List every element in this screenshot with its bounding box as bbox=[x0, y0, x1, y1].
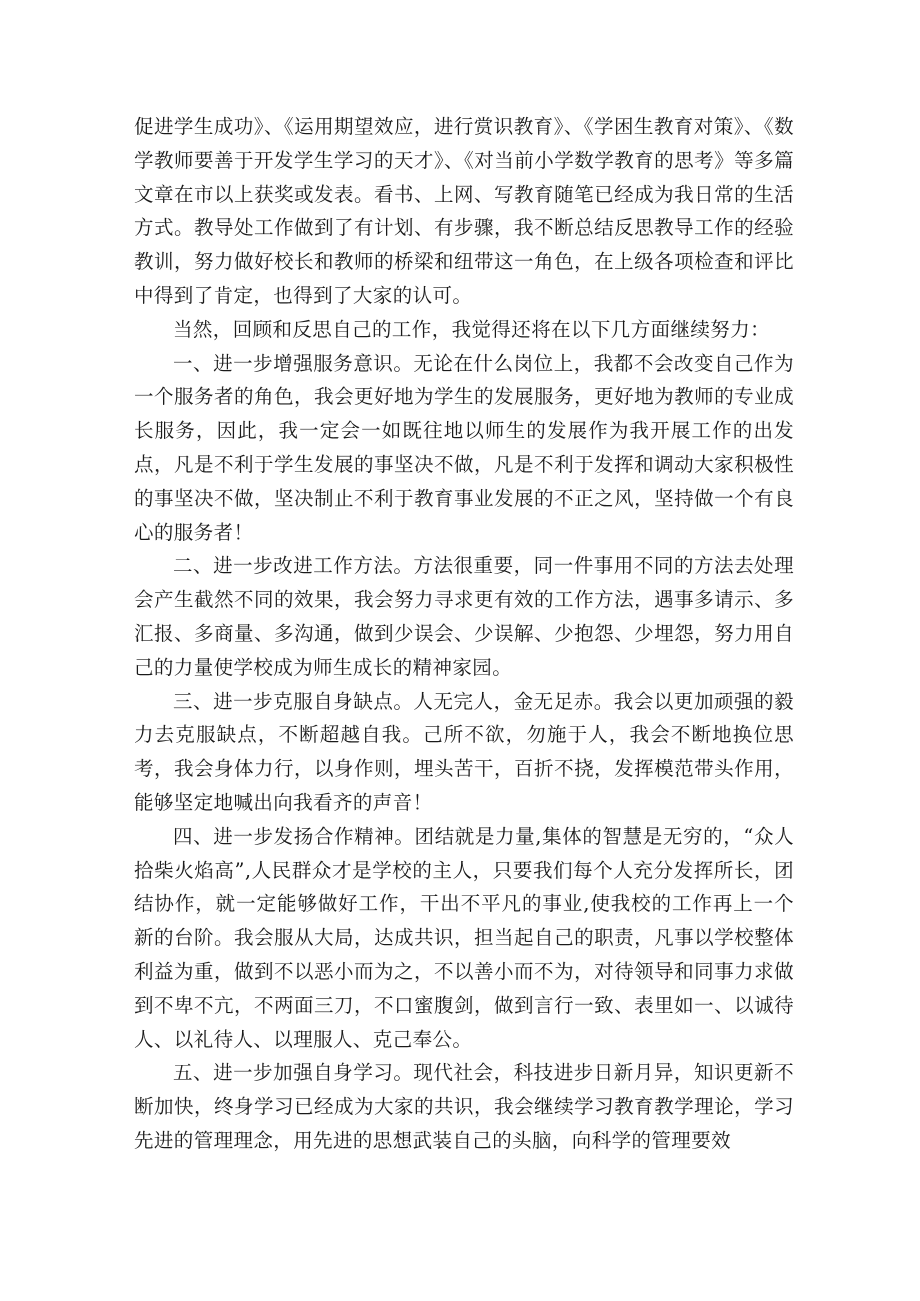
paragraph-reflection-intro: 当然，回顾和反思自己的工作，我觉得还将在以下几方面继续努力： bbox=[173, 317, 771, 341]
paragraph-cooperation-spirit: 四、进一步发扬合作精神。团结就是力量,集体的智慧是无穷的，“众人拾柴火焰高”,人民群众才是学校的主人，只要我们每个人充分发挥所长，团结协作，就一定能够做好工作，干出不平凡的事业,使我校的工作再上一个新的台阶。我会服从大局，达成共识，担当起自己的职责，凡事以学校整体利益为重，做到不以恶小而为之，不以善小而不为，对待领导和同事力求做到不卑不亢，不两面三刀，不口蜜腹剑，做到言行一致、表里如一、以诚待人、以礼待人、以理服人、克己奉公。 bbox=[134, 824, 794, 1051]
paragraph-overcome-shortcomings: 三、进一步克服自身缺点。人无完人，金无足赤。我会以更加顽强的毅力去克服缺点，不断超越自我。己所不欲，勿施于人，我会不断地换位思考，我会身体力行，以身作则，埋头苦干，百折不挠，发挥模范带头作用，能够坚定地喊出向我看齐的声音！ bbox=[134, 689, 794, 814]
document-body bbox=[134, 110, 794, 1158]
paragraph-self-study: 五、进一步加强自身学习。现代社会，科技进步日新月异，知识更新不断加快，终身学习已经成为大家的共识，我会继续学习教育教学理论，学习先进的管理理念，用先进的思想武装自己的头脑，向科学的管理要效 bbox=[134, 1061, 794, 1152]
paragraph-achievements: 促进学生成功》、《运用期望效应，进行赏识教育》、《学困生教育对策》、《数学教师要善于开发学生学习的天才》、《对当前小学数学教育的思考》等多篇文章在市以上获奖或发表。看书、上网、写教育随笔已经成为我日常的生活方式。教导处工作做到了有计划、有步骤，我不断总结反思教导工作的经验教训，努力做好校长和教师的桥梁和纽带这一角色，在上级各项检查和评比中得到了肯定，也得到了大家的认可。 bbox=[134, 115, 794, 307]
paragraph-service-awareness: 一、进一步增强服务意识。无论在什么岗位上，我都不会改变自己作为一个服务者的角色，我会更好地为学生的发展服务，更好地为教师的专业成长服务，因此，我一定会一如既往地以师生的发展作为我开展工作的出发点，凡是不利于学生发展的事坚决不做，凡是不利于发挥和调动大家积极性的事坚决不做，坚决制止不利于教育事业发展的不正之风，坚持做一个有良心的服务者！ bbox=[134, 351, 794, 544]
paragraph-work-methods: 二、进一步改进工作方法。方法很重要，同一件事用不同的方法去处理会产生截然不同的效果，我会努力寻求更有效的工作方法，遇事多请示、多汇报、多商量、多沟通，做到少误会、少误解、少抱怨、少埋怨，努力用自己的力量使学校成为师生成长的精神家园。 bbox=[134, 554, 794, 679]
